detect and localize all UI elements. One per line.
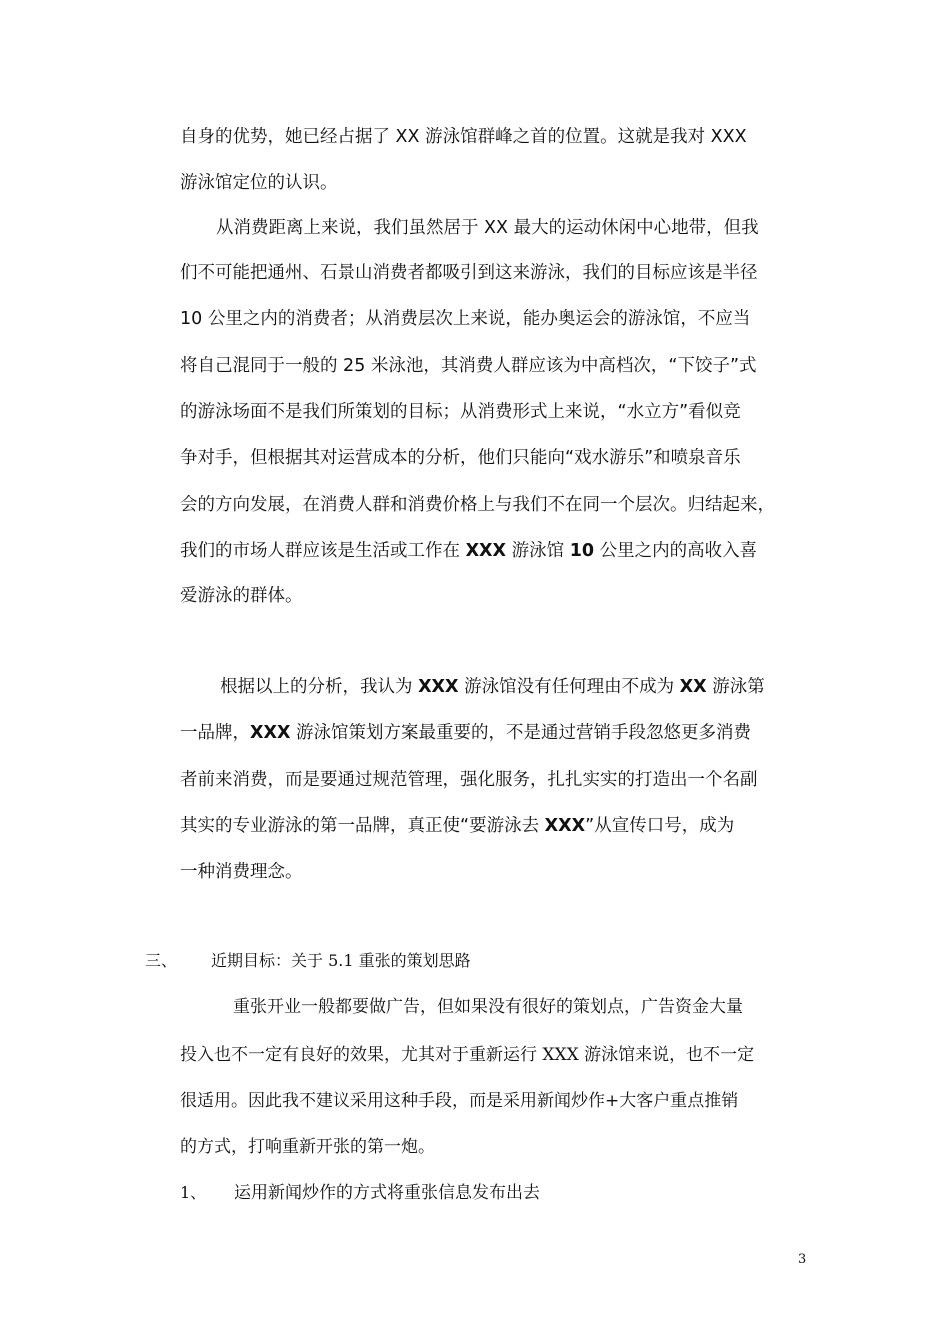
para3-line-1-text-a: 根据以上的分析，我认为 — [220, 677, 419, 697]
para3-line-4-bold-xxx: XXX — [544, 816, 586, 836]
para3-line-2-bold-xxx: XXX — [250, 723, 291, 743]
para3-line-2 — [180, 722, 751, 744]
para1-line-2: 游泳馆定位的认识。 — [180, 173, 338, 193]
para2-line-8-text-a: 我们的市场人群应该是生活或工作在 — [180, 541, 466, 561]
para4-line-1: 重张开业一般都要做广告，但如果没有很好的策划点，广告资金大量 — [233, 997, 743, 1017]
item-1-text: 运用新闻炒作的方式将重张信息发布出去 — [234, 1183, 540, 1203]
para4-line-3: 很适用。因此我不建议采用这种手段，而是采用新闻炒作+大客户重点推销 — [180, 1091, 739, 1111]
section-3-number: 三、 — [145, 951, 178, 970]
para3-line-1-text-e: 游泳第 — [706, 677, 765, 697]
para3-line-1-bold-xx: XX — [679, 677, 707, 697]
para3-line-3: 者前来消费，而是要通过规范管理，强化服务，扎扎实实的打造出一个名副 — [180, 770, 758, 790]
para4-line-2: 投入也不一定有良好的效果，尤其对于重新运行 XXX 游泳馆来说，也不一定 — [180, 1045, 755, 1065]
para2-line-8-text-c: 游泳馆 — [506, 541, 570, 561]
para2-line-8 — [180, 540, 757, 562]
para3-line-1-text-c: 游泳馆没有任何理由不成为 — [458, 677, 680, 697]
para2-line-8-bold-xxx: XXX — [465, 541, 507, 561]
para3-line-5: 一种消费理念。 — [180, 862, 303, 882]
para2-line-3: 10 公里之内的消费者；从消费层次上来说，能办奥运会的游泳馆，不应当 — [180, 309, 751, 329]
para2-line-9: 爱游泳的群体。 — [180, 586, 303, 606]
para2-line-2: 们不可能把通州、石景山消费者都吸引到这来游泳，我们的目标应该是半径 — [180, 263, 758, 283]
para1-line-1: 自身的优势，她已经占据了 XX 游泳馆群峰之首的位置。这就是我对 XXX — [180, 127, 747, 147]
para3-line-2-text-c: 游泳馆策划方案最重要的，不是通过营销手段忽悠更多消费 — [290, 723, 752, 743]
para3-line-4 — [180, 815, 734, 837]
para2-line-6: 争对手，但根据其对运营成本的分析，他们只能向“戏水游乐”和喷泉音乐 — [180, 448, 741, 468]
para3-line-4-text-c: ”从宣传口号，成为 — [585, 816, 735, 836]
para2-line-7: 会的方向发展，在消费人群和消费价格上与我们不在同一个层次。归结起来， — [180, 495, 775, 515]
para2-line-4: 将自己混同于一般的 25 米泳池，其消费人群应该为中高档次，“下饺子”式 — [180, 356, 757, 376]
para2-line-5: 的游泳场面不是我们所策划的目标；从消费形式上来说，“水立方”看似竞 — [180, 402, 741, 422]
para4-line-4: 的方式，打响重新开张的第一炮。 — [180, 1137, 435, 1157]
para2-line-1: 从消费距离上来说，我们虽然居于 XX 最大的运动休闲中心地带，但我 — [216, 218, 759, 238]
para2-line-8-bold-10: 10 — [569, 541, 595, 561]
page-number: 3 — [798, 1252, 807, 1267]
para3-line-4-text-a: 其实的专业游泳的第一品牌，真正使“要游泳去 — [180, 816, 545, 836]
item-1-number: 1、 — [180, 1183, 207, 1202]
para3-line-1-bold-xxx: XXX — [418, 677, 459, 697]
para2-line-8-text-e: 公里之内的高收入喜 — [594, 541, 758, 561]
para3-line-2-text-a: 一品牌， — [180, 723, 250, 743]
para3-line-1 — [220, 676, 765, 698]
section-3-title: 近期目标：关于 5.1 重张的策划思路 — [211, 951, 471, 970]
